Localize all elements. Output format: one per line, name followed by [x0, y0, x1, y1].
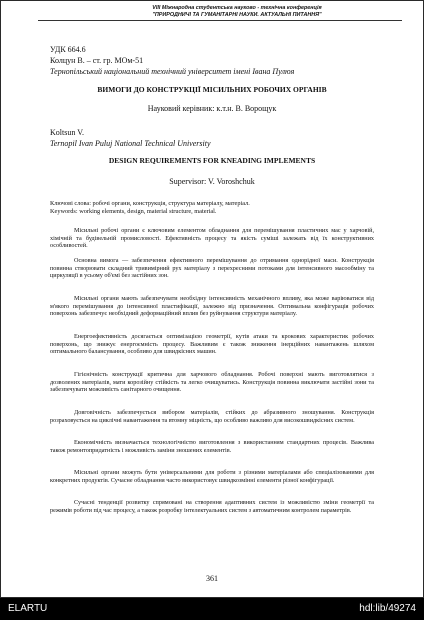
conference-header [61, 5, 413, 18]
author-en: Koltsun V. [50, 128, 84, 137]
body-paragraph: Гігієнічність конструкції критична для харчового обладнання. Робочі поверхні мають виготовлятися з дозволених матеріалів, мати корозійну стійкість та легко очищуватись. Конструкція повинна виключати застійні зони та забезпечувати можливість санітарного очищення. [50, 371, 374, 393]
title-ua: ВИМОГИ ДО КОНСТРУКЦІЇ МІСИЛЬНИХ РОБОЧИХ ОРГАНІВ [97, 85, 327, 94]
repository-footer [0, 598, 424, 620]
repository-name: ELARTU [8, 603, 48, 614]
affiliation-en: Ternopil Ivan Puluj National Technical University [50, 139, 211, 148]
supervisor-en: Supervisor: V. Voroshchuk [169, 177, 255, 186]
udc-code: УДК 664.6 [50, 45, 86, 54]
conference-header-line1: VIII Міжнародна студентська науково - технічна конференція [152, 5, 322, 11]
supervisor-ua: Науковий керівник: к.т.н. В. Ворощук [147, 104, 277, 113]
handle-id: hdl:lib/49274 [359, 603, 416, 614]
body-paragraph: Місильні органи мають забезпечувати необхідну інтенсивність механічного впливу, яка може варіюватися від м'якого перемішування до інтенсивної пластифікації, залежно від призначення. Оптимальна конфігурація робочих поверхонь забезпечує необхідний деформаційний вплив без руйнування структури матеріалу. [50, 295, 374, 317]
keywords-en: Keywords: working elements, design, material structure, material. [50, 208, 217, 215]
keywords-ua: Ключові слова: робочі органи, конструкція, структура матеріалу, матеріал. [50, 200, 250, 207]
body-paragraph: Енергоефективність досягається оптимізацією геометрії, кутів атаки та крокових характеристик робочих поверхонь, що знижує енергоємність процесу. Важливим є також зниження інерційних навантажень шляхом оптимального балансування, особливо для швидкісних машин. [50, 333, 374, 355]
conference-header-line2: "ПРИРОДНИЧІ ТА ГУМАНІТАРНІ НАУКИ. АКТУАЛЬНІ ПИТАННЯ" [152, 11, 322, 18]
body-paragraph: Довговічність забезпечується вибором матеріалів, стійких до абразивного зношування. Конструкція розраховується на циклічні навантаження та втомну міцність, що особливо важливо для високошвидкісних систем. [50, 409, 374, 424]
affiliation-ua: Тернопільський національний технічний університет імені Івана Пулюя [50, 67, 295, 76]
author-ua: Колцун В. – ст. гр. МОм-51 [50, 56, 144, 65]
body-paragraph: Економічність визначається технологічністю виготовлення з використанням стандартних процесів. Важлива також ремонтопридатність і можливість заміни зношених елементів. [50, 439, 374, 454]
body-paragraph: Сучасні тенденції розвитку спрямовані на створення адаптивних систем із можливістю зміни геометрії та режимів роботи під час процесу, а також розробку інтелектуальних систем з автоматичним контролем параметрів. [50, 499, 374, 514]
page-number: 361 [206, 574, 218, 583]
body-paragraph: Основна вимога — забезпечення ефективного перемішування до отримання однорідної маси. Конструкція повинна створювати складний тривимірний рух матеріалу з перехресними потоками для інтенсивного масообміну та циркуляції в усьому об'ємі без застійних зон. [50, 257, 374, 279]
body-paragraph: Місильні органи можуть бути універсальними для роботи з різними матеріалами або спеціалізованими для конкретних продуктів. Сучасне обладнання часто використовує швидкозмінні елементи різної конфігурації. [50, 469, 374, 484]
header-divider [38, 20, 402, 21]
body-paragraph: Місильні робочі органи є ключовим елементом обладнання для перемішування пластичних мас у харчовій, хімічній та будівельній промисловості. Ефективність процесу та якість суміші залежать від їх конструктивних особливостей. [50, 227, 374, 249]
title-en: DESIGN REQUIREMENTS FOR KNEADING IMPLEMENTS [108, 156, 316, 165]
